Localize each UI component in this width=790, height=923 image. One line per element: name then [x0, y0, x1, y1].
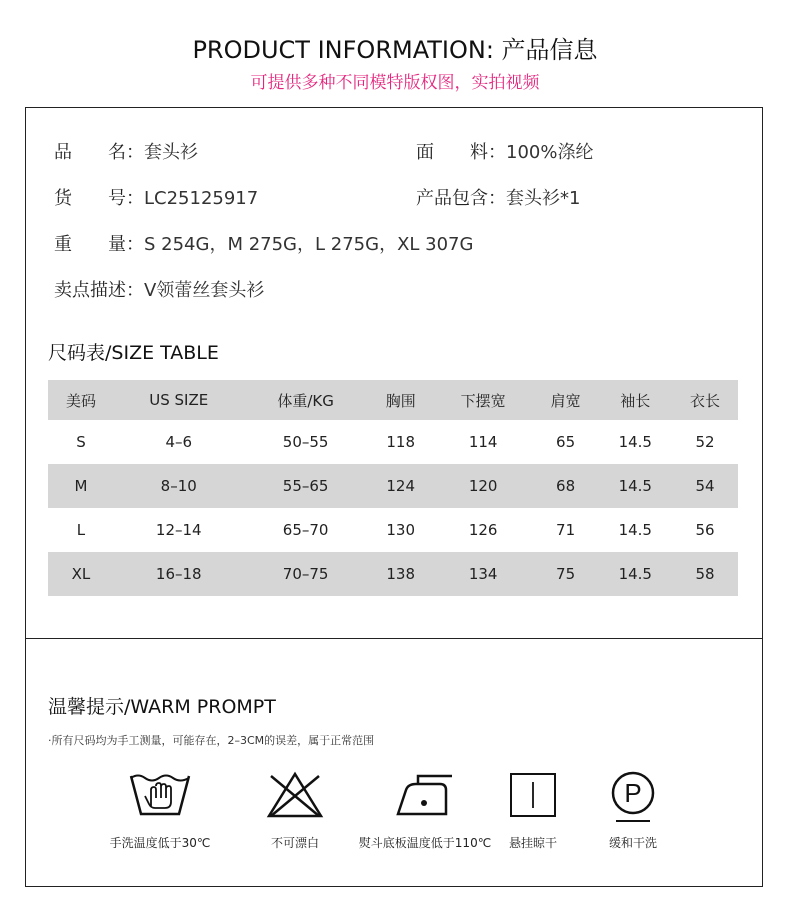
info-weight-row [54, 230, 473, 256]
care-label: 不可漂白 [270, 836, 319, 850]
info-name-row [54, 138, 198, 164]
table-cell: 71 [556, 521, 576, 539]
table-row [48, 552, 738, 596]
care-item-hand-wash [90, 770, 230, 851]
care-label: 熨斗底板温度低于110℃ [358, 836, 492, 850]
size-table-header-row [48, 380, 738, 420]
svg-text:P: P [624, 778, 642, 808]
hang-dry-icon [508, 770, 558, 820]
info-fabric-row [416, 138, 593, 164]
info-sku-row [54, 184, 258, 210]
selling-value: V领蕾丝套头衫 [144, 280, 265, 301]
table-cell: 8–10 [160, 477, 197, 495]
table-cell: 55–65 [282, 477, 329, 495]
table-cell: 58 [695, 565, 715, 583]
table-cell: 70–75 [282, 565, 329, 583]
care-label: 手洗温度低于30℃ [109, 836, 211, 850]
header-cell: 肩宽 [550, 391, 581, 410]
table-cell: S [76, 433, 86, 451]
hand-wash-icon [129, 770, 191, 820]
table-cell: 134 [468, 565, 498, 583]
table-cell: 50–55 [282, 433, 329, 451]
table-cell: 75 [556, 565, 576, 583]
table-cell: 120 [468, 477, 498, 495]
warm-prompt-heading: 温馨提示/WARM PROMPT [48, 696, 276, 718]
table-cell: XL [71, 565, 91, 583]
page-title: PRODUCT INFORMATION: 产品信息 [192, 36, 598, 64]
table-cell: 65–70 [282, 521, 329, 539]
section-divider [25, 638, 763, 639]
table-cell: 138 [386, 565, 416, 583]
table-cell: 130 [386, 521, 416, 539]
header-cell: 美码 [65, 391, 96, 410]
table-cell: 14.5 [618, 565, 652, 583]
sku-label: 货 号： [54, 188, 144, 209]
table-cell: M [74, 477, 88, 495]
table-cell: 16–18 [155, 565, 202, 583]
table-cell: 14.5 [618, 433, 652, 451]
weight-value: S 254G，M 275G，L 275G，XL 307G [144, 234, 474, 255]
header-cell: 下摆宽 [460, 391, 506, 410]
table-cell: 118 [386, 433, 416, 451]
care-item-no-bleach [225, 770, 365, 851]
info-package-row [416, 184, 580, 210]
table-cell: 4–6 [165, 433, 193, 451]
table-row [48, 420, 738, 464]
header-cell: 胸围 [385, 391, 416, 410]
measurement-note: ·所有尺码均为手工测量，可能存在，2–3CM的误差，属于正常范围 [48, 734, 375, 747]
header-cell: US SIZE [149, 391, 209, 409]
table-cell: 14.5 [618, 477, 652, 495]
table-cell: 68 [556, 477, 576, 495]
header-cell: 袖长 [620, 391, 651, 410]
sku-value: LC25125917 [144, 188, 259, 209]
table-cell: 124 [386, 477, 416, 495]
iron-icon [394, 770, 456, 820]
table-cell: 54 [695, 477, 715, 495]
info-selling-row [54, 276, 264, 302]
name-value: 套头衫 [144, 142, 198, 163]
table-cell: 56 [695, 521, 715, 539]
package-label: 产品包含： [416, 188, 506, 209]
fabric-label: 面 料： [416, 142, 506, 163]
table-cell: 65 [556, 433, 576, 451]
size-table-heading: 尺码表/SIZE TABLE [48, 342, 219, 364]
size-table [48, 380, 738, 596]
care-label: 悬挂晾干 [508, 836, 557, 850]
fabric-value: 100%涤纶 [506, 142, 594, 163]
dry-clean-icon [608, 770, 658, 824]
name-label: 品 名： [54, 142, 144, 163]
weight-label: 重 量： [54, 234, 144, 255]
table-cell: 52 [695, 433, 715, 451]
no-bleach-icon [265, 770, 325, 820]
table-cell: 14.5 [618, 521, 652, 539]
table-cell: 114 [468, 433, 498, 451]
table-cell: L [76, 521, 86, 539]
table-cell: 12–14 [155, 521, 202, 539]
care-label: 缓和干洗 [608, 836, 657, 850]
package-value: 套头衫*1 [506, 188, 581, 209]
header-cell: 衣长 [689, 391, 720, 410]
care-item-dry-clean [563, 770, 703, 851]
table-row [48, 508, 738, 552]
page-subtitle: 可提供多种不同模特版权图，实拍视频 [250, 73, 540, 93]
table-cell: 126 [468, 521, 498, 539]
table-row [48, 464, 738, 508]
selling-label: 卖点描述： [54, 280, 144, 301]
header-cell: 体重/KG [277, 391, 334, 410]
